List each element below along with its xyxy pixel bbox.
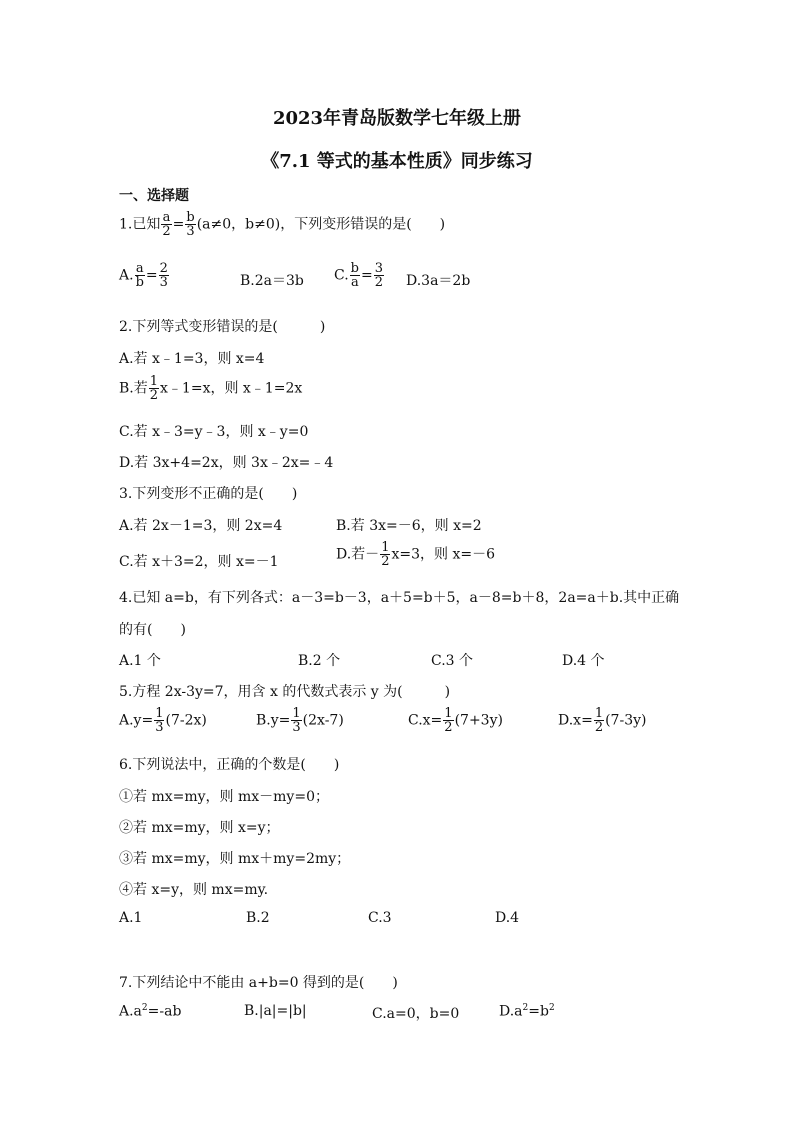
question-7-options [0, 1003, 794, 1023]
option-b: B.2 个 [298, 653, 341, 669]
question-2-option-a: A.若 x﹣1=3，则 x=4 [119, 351, 265, 367]
section-heading: 一、选择题 [119, 188, 189, 204]
question-2-option-b: B.若 $\frac{1}{2}$ x﹣1=x，则 x﹣1=2x [119, 374, 303, 403]
option-a: A.1 个 [119, 653, 161, 669]
document-subtitle: 《7.1 等式的基本性质》同步练习 [261, 151, 533, 172]
statement-2: ②若 mx=my，则 x=y； [119, 820, 280, 836]
question-7-stem: 7.下列结论中不能由 a+b=0 得到的是( ) [119, 975, 398, 991]
option-b: B.2 [246, 910, 270, 926]
option-d: D.4 个 [562, 653, 605, 669]
option-d: $D.a^2=b^2$ [499, 1003, 555, 1020]
option-d: D.若－ $\frac{1}{2}$ x=3，则 x=－6 [336, 540, 495, 569]
option-c: C.a=0，b=0 [372, 1006, 460, 1022]
statement-1: ①若 mx=my，则 mx－my=0； [119, 789, 329, 805]
question-2-option-d: D.若 3x+4=2x，则 3x﹣2x=﹣4 [119, 455, 334, 471]
option-d: D.x= $\frac{1}{2}$ (7-3y) [558, 706, 647, 735]
question-5-stem: 5.方程 2x-3y=7，用含 x 的代数式表示 y 为( ) [119, 684, 451, 700]
question-3-options-row1 [0, 515, 794, 535]
statement-4: ④若 x=y，则 mx=my. [119, 882, 269, 898]
question-1-options [0, 261, 794, 290]
option-c: C.3 个 [431, 653, 474, 669]
question-6-stem: 6.下列说法中，正确的个数是( ) [119, 757, 340, 773]
question-3-stem: 3.下列变形不正确的是( ) [119, 486, 298, 502]
option-b: B.2a＝3b [240, 273, 304, 289]
question-5-options [0, 706, 794, 735]
option-c: C. $\frac{b}{a}$ = $\frac{3}{2}$ [334, 261, 384, 290]
option-c: C.x= $\frac{1}{2}$ (7+3y) [408, 706, 503, 735]
question-4-stem-cont: 的有( ) [119, 622, 186, 638]
fraction: $\frac{a}{2}$ [162, 210, 171, 239]
question-3-options-row2 [0, 540, 794, 570]
option-b: B.若 3x=－6，则 x=2 [336, 518, 482, 534]
option-b: B.|a|=|b| [244, 1003, 307, 1019]
question-4-options [0, 650, 794, 670]
question-2-stem: 2.下列等式变形错误的是( ) [119, 319, 326, 335]
question-4-stem: 4.已知 a=b，有下列各式：a－3=b－3，a＋5=b＋5，a－8=b＋8，2a=a＋b.其中正确 [119, 590, 680, 606]
option-d: D.4 [495, 910, 520, 926]
option-a: A.y= $\frac{1}{3}$ (7-2x) [119, 706, 207, 735]
statement-3: ③若 mx=my，则 mx＋my=2my； [119, 851, 351, 867]
option-b: B.y= $\frac{1}{3}$ (2x-7) [256, 706, 344, 735]
fraction: $\frac{b}{3}$ [186, 210, 195, 239]
document-title: 2023年青岛版数学七年级上册 [272, 108, 522, 129]
option-a: A. $\frac{a}{b}$ = $\frac{2}{3}$ [119, 261, 168, 290]
question-2-option-c: C.若 x﹣3=y﹣3，则 x﹣y=0 [119, 424, 309, 440]
option-c: C.若 x＋3=2，则 x=－1 [119, 554, 279, 570]
option-c: C.3 [368, 910, 392, 926]
question-1-stem: 1.已知 $\frac{a}{2}$ = $\frac{b}{3}$ (a≠0，b≠0)，下列变形错误的是( ) [119, 210, 446, 239]
option-d: D.3a＝2b [406, 273, 471, 289]
option-a: A.1 [119, 910, 143, 926]
option-a: $A.a^2=-ab$ [119, 1003, 182, 1020]
question-6-options [0, 910, 794, 930]
option-a: A.若 2x－1=3，则 2x=4 [119, 518, 283, 534]
